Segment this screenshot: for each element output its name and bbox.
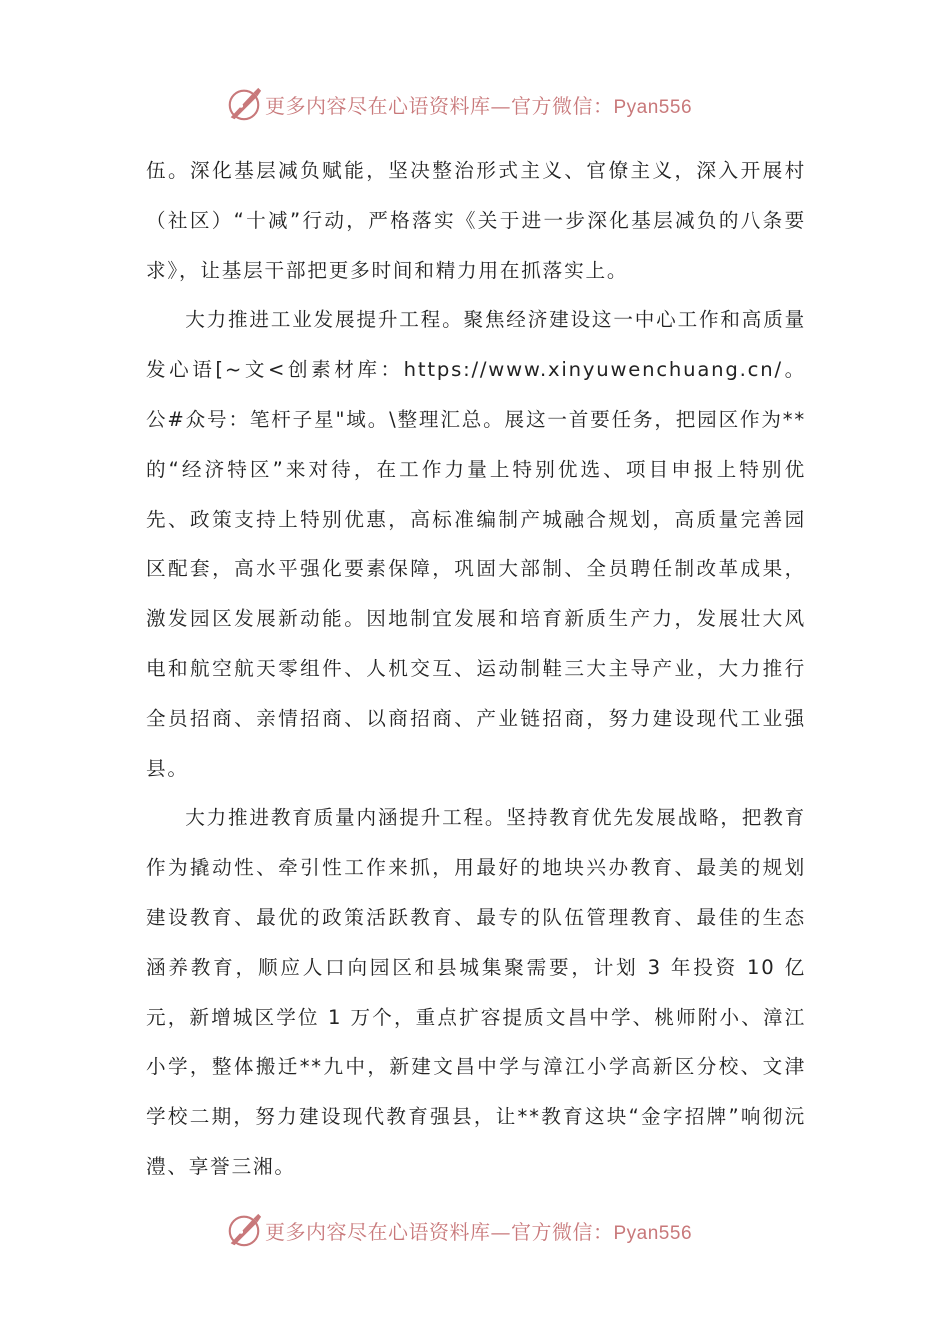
header-watermark-banner [225, 84, 745, 124]
paragraph-2: 大力推进工业发展提升工程。聚焦经济建设这一中心工作和高质量发心语[~文<创素材库：https://www.xinyuwenchuang.cn/。公#众号：笔杆子星"域。\整理汇总。展这一首要任务，把园区作为**的“经济特区”来对待，在工作力量上特别优选、项目申报上特别优先、政策支持上特别优惠，高标准编制产城融合规划，高质量完善园区配套，高水平强化要素保障，巩固大部制、全员聘任制改革成果，激发园区发展新动能。因地制宜发展和培育新质生产力，发展壮大风电和航空航天零组件、人机交互、运动制鞋三大主导产业，大力推行全员招商、亲情招商、以商招商、产业链招商，努力建设现代工业强县。 [146, 308, 806, 780]
paragraph-1: 伍。深化基层减负赋能，坚决整治形式主义、官僚主义，深入开展村（社区）“十减”行动，严格落实《关于进一步深化基层减负的八条要求》，让基层干部把更多时间和精力用在抓落实上。 [146, 159, 806, 282]
pen-nib-logo-icon [225, 85, 263, 123]
banner-text: 更多内容尽在心语资料库—官方微信： [265, 1219, 614, 1244]
banner-wechat-id: Pyan556 [613, 1222, 693, 1244]
paragraph-3: 大力推进教育质量内涵提升工程。坚持教育优先发展战略，把教育作为撬动性、牵引性工作来抓，用最好的地块兴办教育、最美的规划建设教育、最优的政策活跃教育、最专的队伍管理教育、最佳的生态涵养教育，顺应人口向园区和县城集聚需要，计划 3 年投资 10 亿元，新增城区学位 1 万个，重点扩容提质文昌中学、桃师附小、漳江小学，整体搬迁**九中，新建文昌中学与漳江小学高新区分校、文津学校二期，努力建设现代教育强县，让**教育这块“金字招牌”响彻沅澧、享誉三湘。 [146, 806, 806, 1178]
document-body [146, 146, 806, 1192]
banner-wechat-id: Pyan556 [613, 96, 693, 118]
banner-text: 更多内容尽在心语资料库—官方微信： [265, 93, 614, 118]
footer-watermark-banner [225, 1210, 745, 1250]
pen-nib-logo-icon [225, 1211, 263, 1249]
